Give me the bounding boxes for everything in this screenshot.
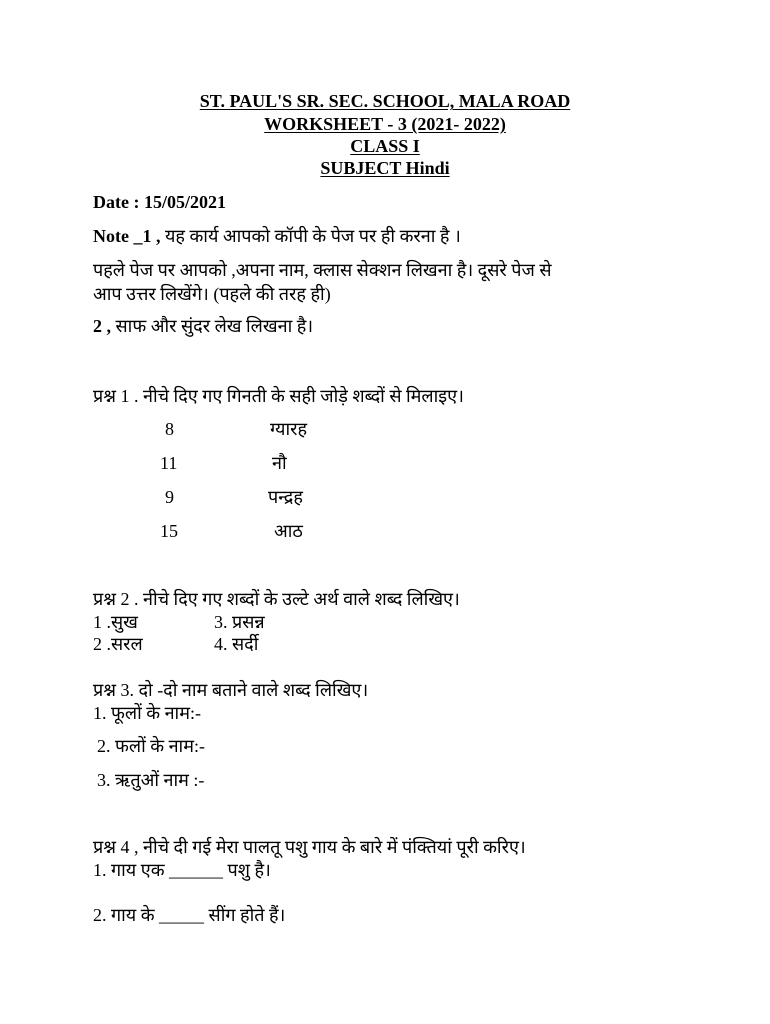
worksheet-title: WORKSHEET - 3 (2021- 2022) [264, 114, 506, 134]
note-2-prefix: 2 , [93, 316, 111, 336]
q1-number-3: 9 [165, 487, 174, 507]
date-line: Date : 15/05/2021 [93, 192, 226, 212]
question-2-title: प्रश्न 2 . नीचे दिए गए शब्दों के उल्टे अर्थ वाले शब्द लिखिए। [93, 589, 460, 609]
q1-word-2: नौ [272, 453, 287, 473]
subject-title: SUBJECT Hindi [320, 158, 450, 178]
note-1-line-3: आप उत्तर लिखेंगे। (पहले की तरह ही) [93, 284, 331, 304]
note-1-prefix: Note _1 , [93, 226, 161, 246]
q3-item-2: 2. फलों के नाम:- [97, 736, 205, 756]
note-1-text: यह कार्य आपको कॉपी के पेज पर ही करना है । [160, 226, 461, 246]
question-1-title: प्रश्न 1 . नीचे दिए गए गिनती के सही जोड़े शब्दों से मिलाइए। [93, 386, 464, 406]
class-title: CLASS I [350, 136, 420, 156]
question-4-title: प्रश्न 4 , नीचे दी गई मेरा पालतू पशु गाय के बारे में पंक्तियां पूरी करिए। [93, 837, 526, 857]
note-2-line [93, 314, 313, 338]
note-1-line-1 [93, 224, 461, 248]
school-name: ST. PAUL'S SR. SEC. SCHOOL, MALA ROAD [199, 91, 571, 111]
q2-item-1: 1 .सुख [93, 612, 138, 632]
q2-item-3: 3. प्रसन्न [214, 612, 265, 632]
q2-item-2: 2 .सरल [93, 634, 143, 654]
q1-word-4: आठ [274, 521, 303, 541]
question-3-title: प्रश्न 3. दो -दो नाम बताने वाले शब्द लिखिए। [93, 680, 369, 700]
q1-word-1: ग्यारह [270, 419, 308, 439]
q1-number-1: 8 [165, 419, 174, 439]
q1-number-4: 15 [160, 521, 178, 541]
q1-number-2: 11 [160, 453, 178, 473]
q3-item-1: 1. फूलों के नाम:- [93, 703, 201, 723]
note-2-text: साफ और सुंदर लेख लिखना है। [111, 316, 314, 336]
q1-word-3: पन्द्रह [268, 487, 303, 507]
q4-item-2: 2. गाय के _____ सींग होते हैं। [93, 905, 286, 925]
q4-item-1: 1. गाय एक ______ पशु है। [93, 860, 271, 880]
q2-item-4: 4. सर्दी [214, 634, 259, 654]
q3-item-3: 3. ऋतुओं नाम :- [97, 770, 205, 790]
note-1-line-2: पहले पेज पर आपको ,अपना नाम, क्लास सेक्शन लिखना है। दूसरे पेज से [93, 260, 552, 280]
